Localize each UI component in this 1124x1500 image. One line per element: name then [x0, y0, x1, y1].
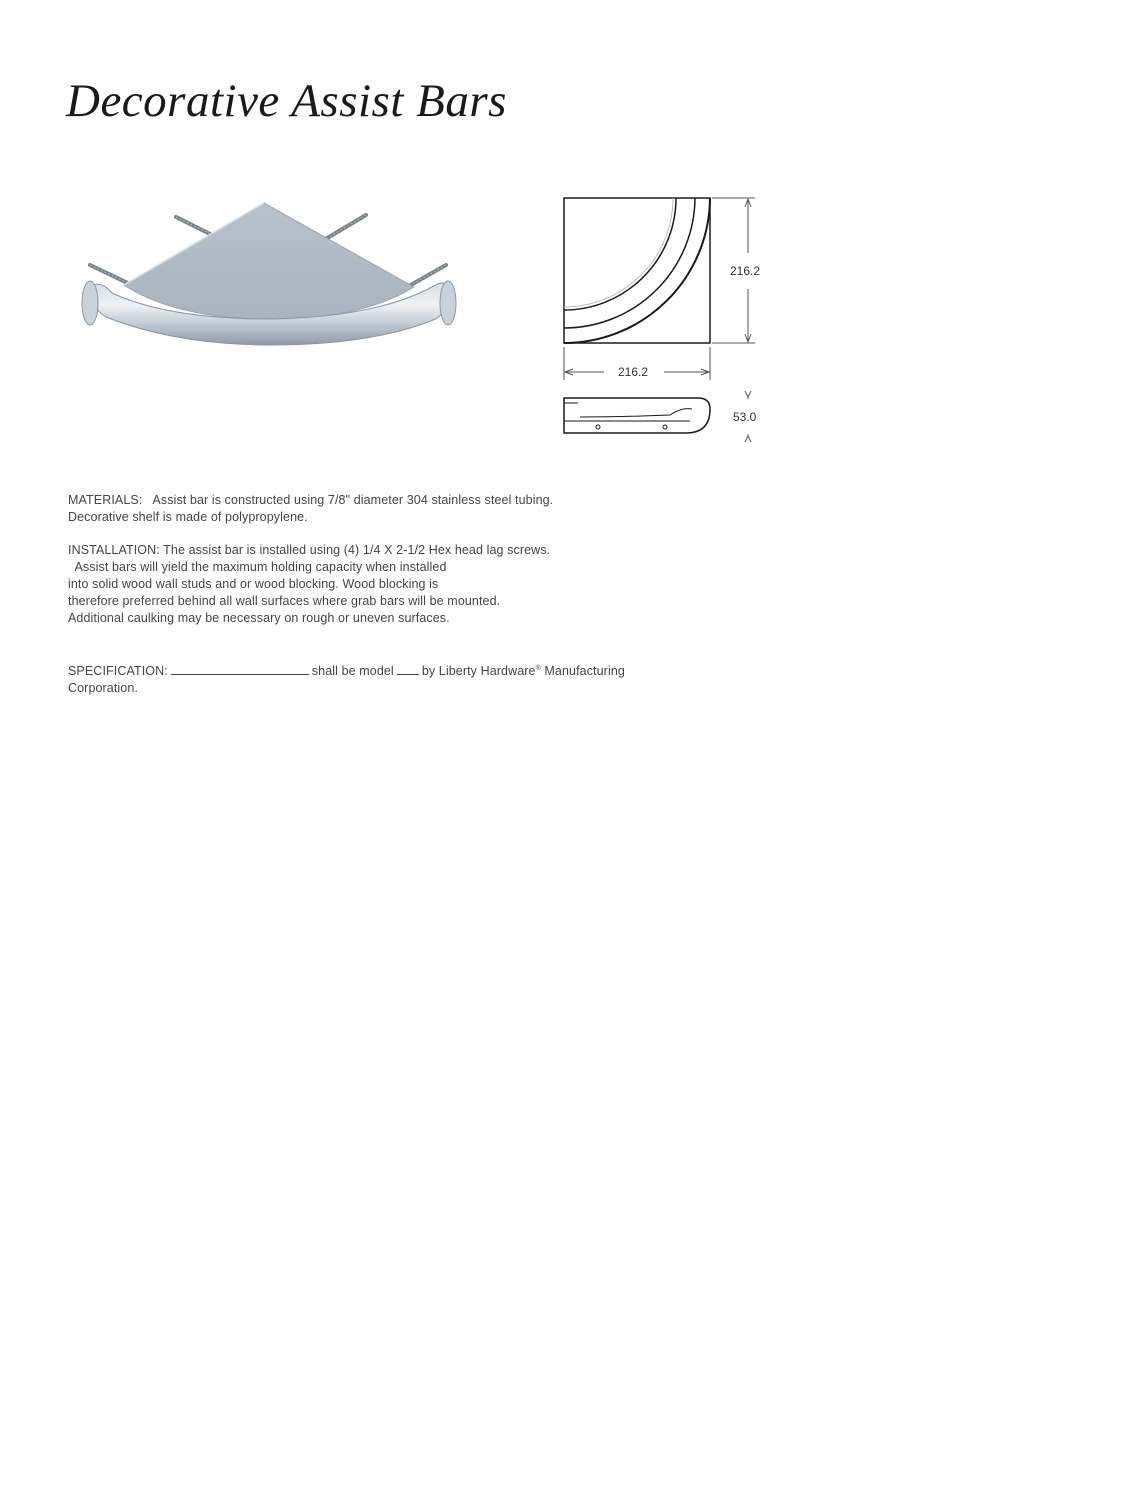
installation-line: INSTALLATION: The assist bar is installed using (4) 1/4 X 2-1/2 Hex head lag screws. [68, 543, 551, 557]
registered-mark: ® [535, 665, 541, 672]
model-number-blank [397, 662, 419, 675]
specification-section [68, 660, 708, 697]
specification-label: SPECIFICATION: [68, 664, 168, 679]
shelf-top [124, 203, 414, 319]
materials-section [68, 492, 708, 526]
by-liberty-text: by Liberty Hardware [421, 664, 536, 679]
right-flange [440, 281, 456, 325]
top-view [564, 198, 710, 343]
materials-line: MATERIALS: Assist bar is constructed using 7/8" diameter 304 stainless steel tubing. [68, 493, 554, 507]
installation-line: Assist bars will yield the maximum holding capacity when installed [68, 560, 447, 574]
dimension-height-label: 216.2 [730, 264, 761, 278]
page-title: Decorative Assist Bars [66, 75, 507, 127]
side-view [564, 398, 710, 433]
installation-line: Additional caulking may be necessary on rough or uneven surfaces. [68, 611, 450, 625]
specification-line [68, 660, 708, 680]
shall-be-model-text: shall be model [311, 664, 394, 679]
installation-section [68, 542, 708, 627]
technical-drawing [540, 185, 780, 450]
manufacturing-text: Manufacturing [540, 664, 625, 679]
installation-line: into solid wood wall studs and or wood blocking. Wood blocking is [68, 577, 439, 591]
product-render-image [76, 195, 466, 360]
dimension-width-label: 216.2 [618, 365, 649, 379]
installation-line: therefore preferred behind all wall surfaces where grab bars will be mounted. [68, 594, 501, 608]
left-flange [82, 281, 98, 325]
specification-line: Corporation. [68, 681, 138, 696]
dimension-depth-label: 53.0 [733, 410, 757, 424]
product-name-blank [171, 662, 309, 675]
materials-line: Decorative shelf is made of polypropylene. [68, 510, 308, 524]
